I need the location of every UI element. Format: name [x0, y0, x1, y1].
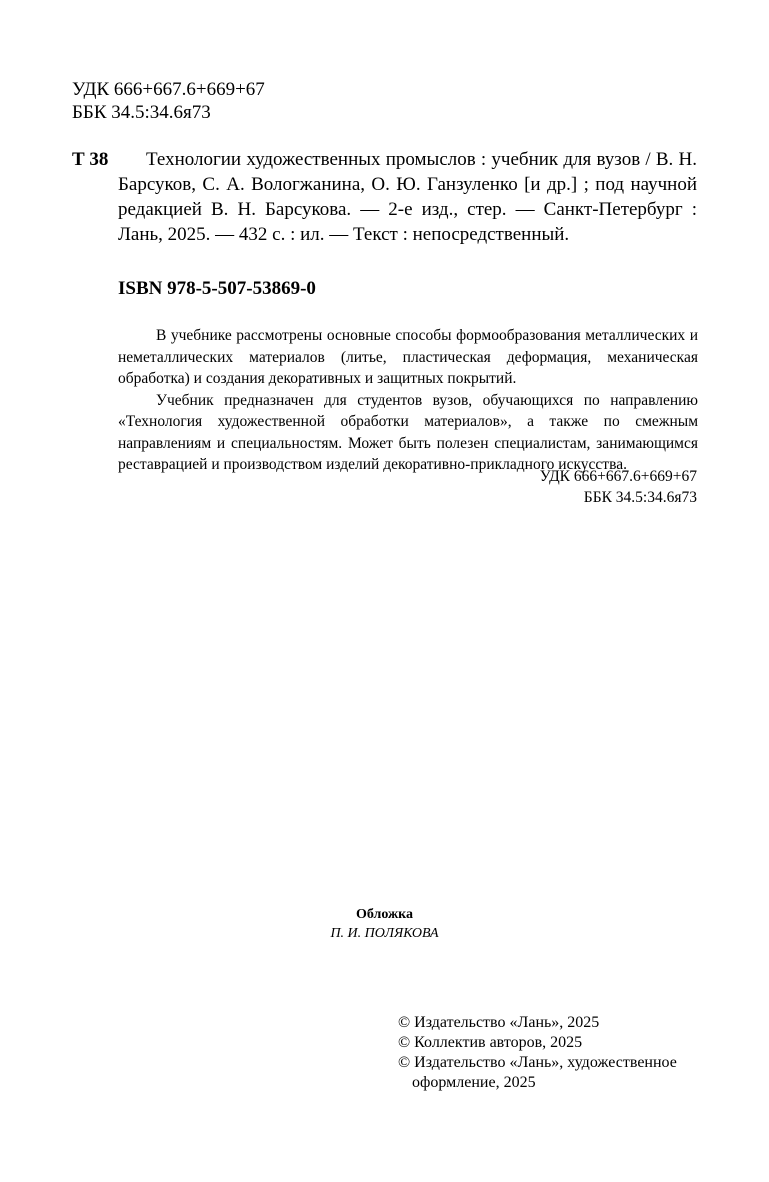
annotation-paragraph-2: Учебник предназначен для студентов вузов, обучающихся по направлению «Технология художественной обработки материалов», а также по смежным направлениям и специальностям. Может быть полезен специалистам, занимающимся реставрацией и производством изделий декоративно-прикладного искусства.	[118, 391, 698, 473]
annotation	[118, 325, 698, 476]
bbk-code-bottom: ББК 34.5:34.6я73	[583, 489, 697, 506]
classification-footer	[540, 466, 697, 508]
cover-label: Обложка	[355, 907, 414, 922]
annotation-paragraph-1: В учебнике рассмотрены основные способы формообразования металлических и неметаллических материалов (литье, пластическая деформация, механическая обработка) и создания декоративных и защитных покрытий.	[118, 327, 698, 387]
author-mark: Т 38	[72, 149, 109, 170]
cover-designer: П. И. ПОЛЯКОВА	[330, 926, 439, 941]
copyright-block	[398, 1013, 708, 1093]
bbk-code: ББК 34.5:34.6я73	[72, 102, 211, 123]
copyright-line: © Издательство «Лань», 2025	[398, 1014, 600, 1031]
bibliographic-entry	[72, 147, 697, 247]
udk-code: УДК 666+667.6+669+67	[72, 79, 265, 100]
classification-header	[72, 78, 265, 124]
cover-credit	[0, 905, 769, 943]
bibliographic-description: Технологии художественных промыслов : учебник для вузов / В. Н. Барсуков, С. А. Вологжанина, О. Ю. Ганзуленко [и др.] ; под научной редакцией В. Н. Барсукова. — 2-е изд., стер. — Санкт-Петербург : Лань, 2025. — 432 с. : ил. — Текст : непосредственный.	[118, 149, 697, 245]
copyright-line: © Коллектив авторов, 2025	[398, 1034, 583, 1051]
isbn: ISBN 978-5-507-53869-0	[118, 278, 316, 299]
copyright-line: © Издательство «Лань», художественное оформление, 2025	[398, 1054, 677, 1091]
udk-code-bottom: УДК 666+667.6+669+67	[539, 468, 697, 485]
